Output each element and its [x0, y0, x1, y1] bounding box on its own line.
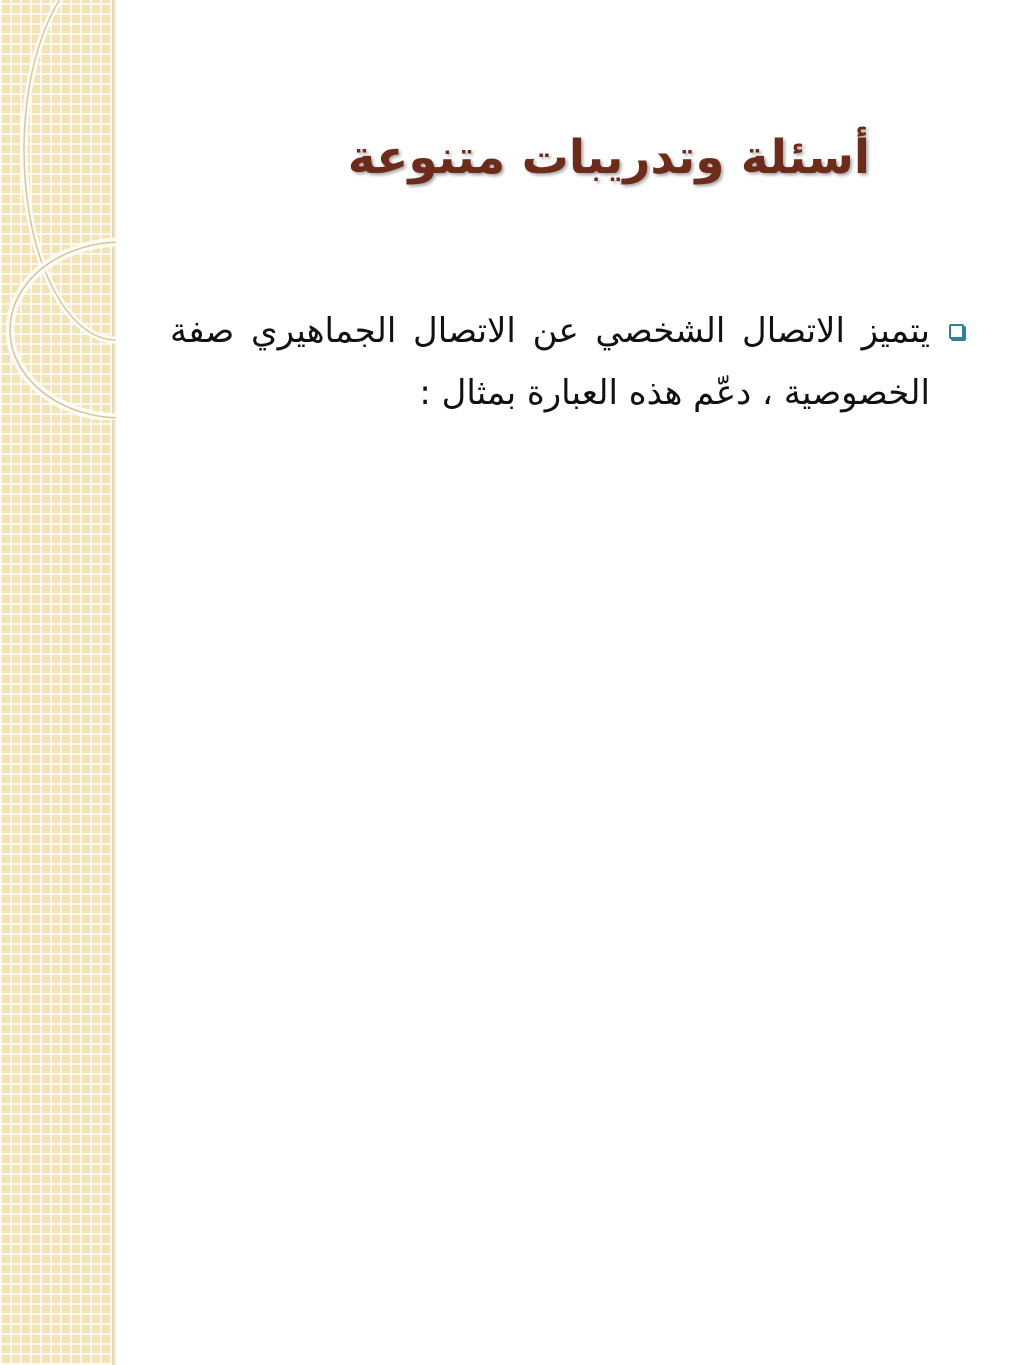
- slide-title: أسئلة وتدريبات متنوعة: [347, 130, 870, 185]
- bullet-item: [170, 300, 970, 424]
- bullet-text: يتميز الاتصال الشخصي عن الاتصال الجماهيري صفة الخصوصية ، دعّم هذه العبارة بمثال :: [170, 311, 930, 413]
- slide-content: [170, 300, 970, 424]
- hollow-square-bullet-icon: [949, 324, 964, 339]
- decorative-arcs: [0, 0, 116, 420]
